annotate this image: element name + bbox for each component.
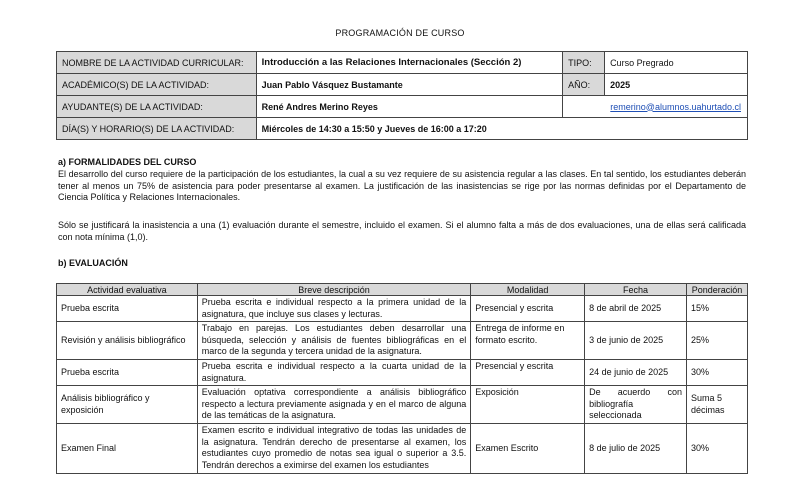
row-modality: Examen Escrito [471,424,585,474]
row-activity: Análisis bibliográfico y exposición [57,386,198,424]
course-info-table [56,51,748,140]
row-description: Prueba escrita e individual respecto a la cuarta unidad de la asignatura. [197,360,470,386]
info-row-activity-name [57,52,748,74]
row-weight: 15% [686,296,747,322]
row-date: De acuerdo con bibliografía seleccionada [585,386,687,424]
row-modality: Presencial y escrita [471,360,585,386]
section-b-heading: b) EVALUACIÓN [58,258,128,268]
year-value: 2025 [605,74,748,96]
evaluation-row [57,424,748,474]
row-activity: Prueba escrita [57,296,198,322]
evaluation-table [56,283,748,474]
row-modality: Exposición [471,386,585,424]
row-modality: Entrega de informe en formato escrito. [471,322,585,360]
row-date: 24 de junio de 2025 [585,360,687,386]
row-date: 8 de abril de 2025 [585,296,687,322]
row-weight: 30% [686,360,747,386]
document-title: PROGRAMACIÓN DE CURSO [335,28,465,38]
row-weight: 30% [686,424,747,474]
section-a-paragraph-1: El desarrollo del curso requiere de la participación de los estudiantes, la cual a su vez requiere de su asistencia regular a las clases. En tal sentido, los estudiantes deberán tener al menos un 75% de asistencia para poder presentarse al examen. La justificación de las inasistencias se rige por las normas definidas por el Departamento de Ciencia Política y Relaciones Internacionales. [58,169,746,202]
header-modality: Modalidad [471,284,585,296]
row-weight: Suma 5 décimas [686,386,747,424]
schedule-value: Miércoles de 14:30 a 15:50 y Jueves de 16:00 a 17:20 [256,118,747,140]
evaluation-row [57,386,748,424]
row-description: Examen escrito e individual integrativo de todas las unidades de la asignatura. Tendrán derecho de presentarse al examen, los estudiantes cuyo promedio de notas sea igual o superior a 3.5. Tendrán derechos a eximirse del examen los estudiantes [197,424,470,474]
section-a-paragraph-2: Sólo se justificará la inasistencia a una (1) evaluación durante el semestre, incluido el examen. Si el alumno falta a más de dos evaluaciones, una de ellas será calificada con nota mínima (1,0). [58,220,746,242]
header-description: Breve descripción [197,284,470,296]
schedule-label: DÍA(S) Y HORARIO(S) DE LA ACTIVIDAD: [57,118,257,140]
header-date: Fecha [585,284,687,296]
assistant-email-link[interactable]: remerino@alumnos.uahurtado.cl [610,101,741,112]
type-label: TIPO: [563,52,605,74]
row-date: 3 de junio de 2025 [585,322,687,360]
row-date: 8 de julio de 2025 [585,424,687,474]
year-label: AÑO: [563,74,605,96]
row-description: Evaluación optativa correspondiente a análisis bibliográfico respecto a lectura previamente asignada y en el marco de alguna de las temáticas de la asignatura. [197,386,470,424]
assistant-email-cell [563,96,748,118]
academic-value: Juan Pablo Vásquez Bustamante [256,74,562,96]
evaluation-header-row [57,284,748,296]
row-activity: Examen Final [57,424,198,474]
header-weight: Ponderación [686,284,747,296]
assistant-value: René Andres Merino Reyes [256,96,562,118]
row-weight: 25% [686,322,747,360]
evaluation-row [57,322,748,360]
activity-name-value: Introducción a las Relaciones Internacionales (Sección 2) [256,52,562,74]
type-value: Curso Pregrado [605,52,748,74]
section-a-heading: a) FORMALIDADES DEL CURSO [58,157,197,167]
row-description: Prueba escrita e individual respecto a la primera unidad de la asignatura, que incluye sus clases y lecturas. [197,296,470,322]
activity-name-label: NOMBRE DE LA ACTIVIDAD CURRICULAR: [57,52,257,74]
evaluation-row [57,296,748,322]
row-activity: Revisión y análisis bibliográfico [57,322,198,360]
info-row-academic [57,74,748,96]
evaluation-row [57,360,748,386]
header-activity: Actividad evaluativa [57,284,198,296]
row-modality: Presencial y escrita [471,296,585,322]
info-row-schedule [57,118,748,140]
assistant-label: AYUDANTE(S) DE LA ACTIVIDAD: [57,96,257,118]
academic-label: ACADÉMICO(S) DE LA ACTIVIDAD: [57,74,257,96]
row-activity: Prueba escrita [57,360,198,386]
info-row-assistant [57,96,748,118]
row-description: Trabajo en parejas. Los estudiantes deben desarrollar una búsqueda, selección y análisis de fuentes bibliográficas en el marco de la segunda y tercera unidad de la asignatura. [197,322,470,360]
